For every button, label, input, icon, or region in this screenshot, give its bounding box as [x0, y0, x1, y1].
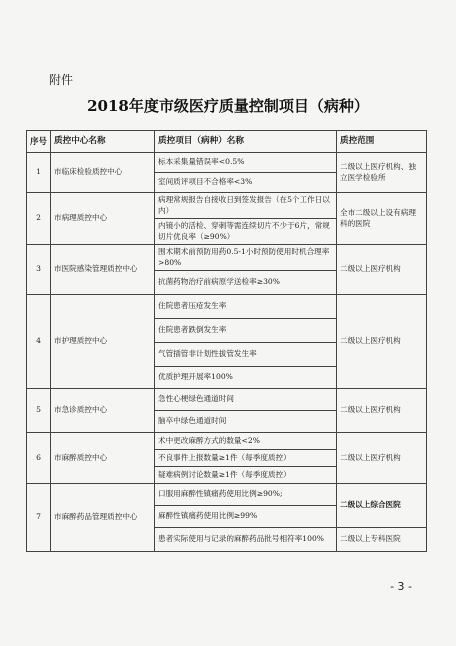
row-item: 气管插管非计划性拔管发生率	[155, 343, 337, 367]
row-no: 2	[27, 193, 51, 245]
table-row	[27, 245, 427, 271]
row-item: 麻醉性镇痛药使用比例≥99%	[155, 506, 337, 528]
row-item: 疑难病例讨论数量≥1件（每季度质控）	[155, 467, 337, 484]
row-item: 住院患者跌倒发生率	[155, 319, 337, 343]
row-center: 市医院感染管理质控中心	[51, 245, 155, 295]
row-center: 市临床检验质控中心	[51, 153, 155, 193]
row-center: 市麻醉药品管理质控中心	[51, 484, 155, 552]
header-scope: 质控范围	[337, 131, 427, 153]
row-scope: 二级以上医疗机构	[337, 433, 427, 484]
row-item: 术中更改麻醉方式的数量<2%	[155, 433, 337, 450]
table-row	[27, 295, 427, 319]
attachment-label: 附件	[49, 73, 74, 87]
row-scope: 二级以上医疗机构	[337, 245, 427, 295]
row-scope: 二级以上医疗机构	[337, 295, 427, 389]
row-item: 病理常规报告自接收日到签发报告（在5个工作日以内）	[155, 193, 337, 219]
page-title: 2018年度市级医疗质量控制项目（病种）	[87, 97, 369, 115]
row-item: 脑卒中绿色通道时间	[155, 411, 337, 433]
row-no: 4	[27, 295, 51, 389]
page-number: - 3 -	[390, 580, 412, 593]
row-center: 市麻醉质控中心	[51, 433, 155, 484]
row-item: 住院患者压疮发生率	[155, 295, 337, 319]
row-item: 围术期术前预防用药0.5-1小时预防使用时机合理率>80%	[155, 245, 337, 271]
table-row	[27, 389, 427, 411]
row-item: 内镜小的活检、穿刺等需连续切片不少于6片，常规切片优良率（≥90%）	[155, 219, 337, 245]
row-scope: 二级以上综合医院	[337, 484, 427, 528]
row-no: 5	[27, 389, 51, 433]
row-scope: 全市二级以上设有病理科的医院	[337, 193, 427, 245]
row-no: 1	[27, 153, 51, 193]
quality-control-table	[26, 130, 427, 552]
row-item: 室间质评项目不合格率<3%	[155, 173, 337, 193]
table-row	[27, 193, 427, 219]
row-item: 不良事件上报数量≥1件（每季度质控）	[155, 450, 337, 467]
row-item: 急性心梗绿色通道时间	[155, 389, 337, 411]
row-item: 抗菌药物治疗前病原学送检率≥30%	[155, 271, 337, 295]
row-scope: 二级以上医疗机构、独立医学检验所	[337, 153, 427, 193]
row-center: 市护理质控中心	[51, 295, 155, 389]
row-no: 6	[27, 433, 51, 484]
row-scope: 二级以上专科医院	[337, 528, 427, 552]
header-center: 质控中心名称	[51, 131, 155, 153]
table-row	[27, 153, 427, 173]
row-item: 患者实际使用与记录的麻醉药品批号相符率100%	[155, 528, 337, 552]
row-scope: 二级以上医疗机构	[337, 389, 427, 433]
row-item: 优质护理开展率100%	[155, 367, 337, 389]
row-no: 3	[27, 245, 51, 295]
header-no: 序号	[27, 131, 51, 153]
row-center: 市病理质控中心	[51, 193, 155, 245]
table-row	[27, 484, 427, 506]
row-no: 7	[27, 484, 51, 552]
table-header-row	[27, 131, 427, 153]
header-items: 质控项目（病种）名称	[155, 131, 337, 153]
row-center: 市急诊质控中心	[51, 389, 155, 433]
row-item: 口服用麻醉性镇痛药使用比例≥90%;	[155, 484, 337, 506]
table-row	[27, 433, 427, 450]
row-item: 标本采集量错误率<0.5%	[155, 153, 337, 173]
